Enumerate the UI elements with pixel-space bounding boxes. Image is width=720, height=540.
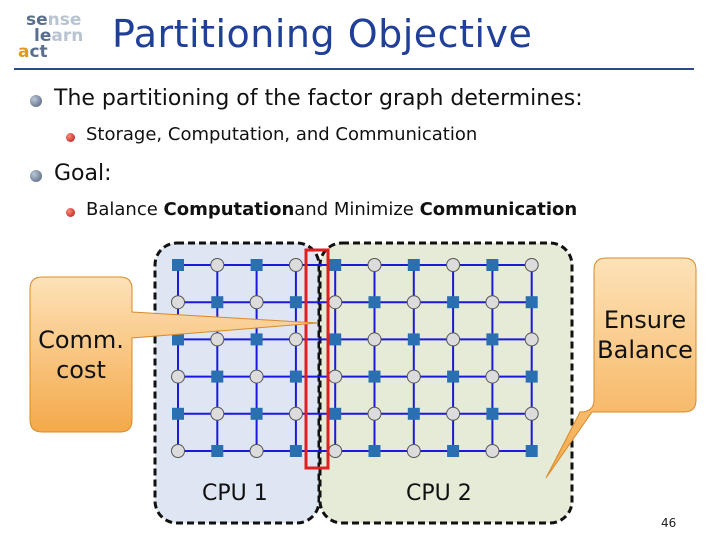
factor-node	[369, 445, 381, 457]
logo-line-sense: sense	[26, 10, 82, 30]
factor-node	[251, 408, 263, 420]
variable-node	[250, 445, 263, 458]
factor-node	[408, 408, 420, 420]
variable-node	[211, 259, 224, 272]
variable-node	[525, 333, 538, 346]
factor-node	[408, 259, 420, 271]
factor-node	[447, 296, 459, 308]
logo-line-learn: learn	[34, 26, 84, 46]
variable-node	[486, 370, 499, 383]
slide-title: Partitioning Objective	[112, 12, 533, 56]
factor-node	[447, 445, 459, 457]
factor-node	[172, 408, 184, 420]
variable-node	[525, 259, 538, 272]
variable-node	[172, 445, 185, 458]
page-number: 46	[661, 516, 677, 530]
comm-cost-line2: cost	[56, 356, 106, 384]
factor-node	[211, 296, 223, 308]
factor-node	[526, 296, 538, 308]
variable-node	[211, 333, 224, 346]
factor-node	[211, 445, 223, 457]
variable-node	[407, 445, 420, 458]
variable-node	[211, 407, 224, 420]
factor-node	[329, 333, 341, 345]
variable-node	[250, 296, 263, 309]
factor-node	[369, 371, 381, 383]
factor-node	[211, 371, 223, 383]
ensure-balance-line1: Ensure	[603, 306, 687, 334]
variable-node	[447, 407, 460, 420]
sub-bullet-balance: Balance Computationand Minimize Communication	[86, 199, 578, 220]
cpu2-label: CPU 2	[406, 481, 472, 506]
variable-node	[289, 333, 302, 346]
variable-node	[486, 445, 499, 458]
factor-node	[329, 408, 341, 420]
factor-node	[290, 296, 302, 308]
factor-node	[486, 333, 498, 345]
variable-node	[329, 296, 342, 309]
variable-node	[250, 370, 263, 383]
factor-node	[290, 445, 302, 457]
variable-node	[329, 370, 342, 383]
variable-node	[368, 259, 381, 272]
variable-node	[525, 407, 538, 420]
factor-node	[486, 408, 498, 420]
ensure-balance-line2: Balance	[597, 336, 693, 364]
variable-node	[407, 296, 420, 309]
cpu1-label: CPU 1	[202, 481, 268, 506]
factor-node	[526, 371, 538, 383]
variable-node	[407, 370, 420, 383]
factor-node	[251, 333, 263, 345]
factor-node	[251, 259, 263, 271]
factor-node	[486, 259, 498, 271]
factor-node	[290, 371, 302, 383]
variable-node	[289, 259, 302, 272]
factor-node	[526, 445, 538, 457]
variable-node	[329, 445, 342, 458]
factor-node	[408, 333, 420, 345]
variable-node	[172, 296, 185, 309]
variable-node	[172, 370, 185, 383]
logo-line-act: act	[18, 42, 48, 62]
factor-node	[172, 259, 184, 271]
sub-bullet-storage: Storage, Computation, and Communication	[86, 124, 478, 145]
factor-node	[447, 371, 459, 383]
comm-cost-callout-text	[30, 325, 132, 385]
ensure-balance-callout-text	[594, 305, 696, 365]
factor-node	[172, 333, 184, 345]
variable-node	[447, 333, 460, 346]
variable-node	[289, 407, 302, 420]
variable-node	[368, 407, 381, 420]
comm-cost-line1: Comm.	[38, 326, 124, 354]
variable-node	[486, 296, 499, 309]
factor-node	[369, 296, 381, 308]
factor-node	[329, 259, 341, 271]
bullet-goal: Goal:	[54, 161, 112, 186]
variable-node	[368, 333, 381, 346]
variable-node	[447, 259, 460, 272]
bullet-partitioning: The partitioning of the factor graph determines:	[54, 86, 583, 111]
